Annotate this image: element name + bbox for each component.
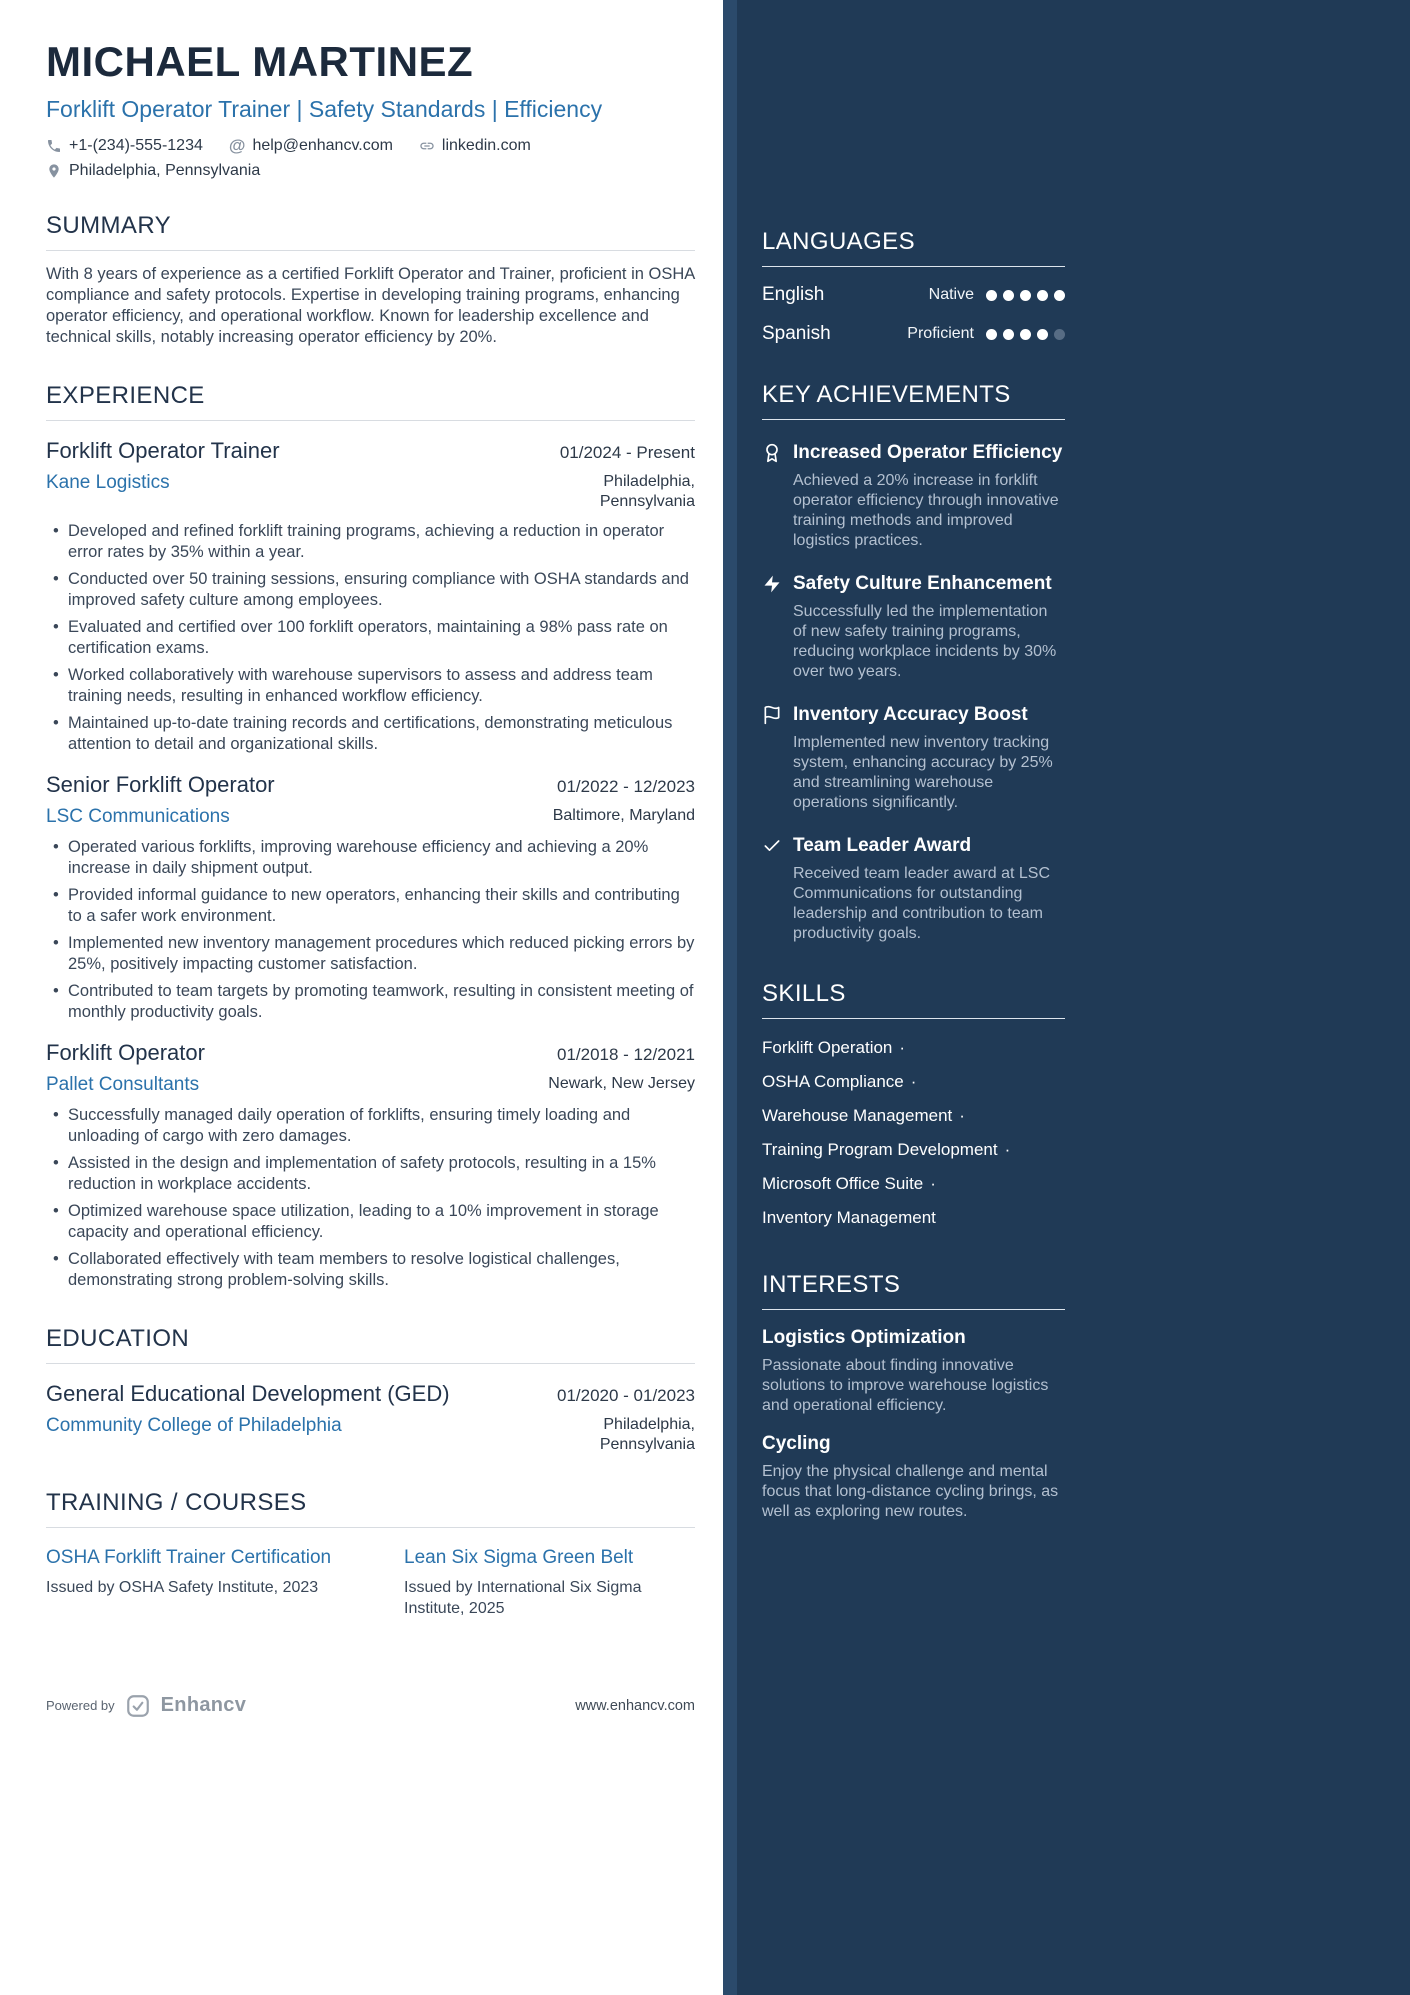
sidebar: [723, 0, 1410, 1995]
bullet-item: • Collaborated effectively with team members to resolve logistical challenges, demonstrating strong problem-solving skills.: [46, 1249, 695, 1291]
training-grid: [46, 1546, 695, 1619]
achievement-item: [762, 572, 1065, 682]
achievement-text: Implemented new inventory tracking system, enhancing accuracy by 25% and streamlining warehouse operations significantly.: [793, 734, 1053, 811]
education-location: Philadelphia, Pennsylvania: [599, 1415, 695, 1453]
interest-item: [762, 1327, 1065, 1416]
job-location: Philadelphia, Pennsylvania: [599, 472, 695, 510]
company-name: Pallet Consultants: [46, 1073, 200, 1095]
skill-item: OSHA Compliance ·: [762, 1072, 917, 1091]
interest-title: Logistics Optimization: [762, 1327, 966, 1348]
job-title: Forklift Operator: [46, 1039, 205, 1065]
achievement-title: Team Leader Award: [793, 835, 972, 856]
languages-heading: LANGUAGES: [762, 228, 1065, 267]
contact-row-2: [46, 162, 695, 180]
skill-item: Inventory Management: [762, 1208, 936, 1227]
bullet-item: • Worked collaboratively with warehouse supervisors to assess and address team training needs, resulting in enhanced workflow efficiency.: [46, 665, 695, 707]
education-dates: 01/2020 - 01/2023: [556, 1385, 695, 1405]
bullet-item: • Optimized warehouse space utilization, leading to a 10% improvement in storage capacity and operational efficiency.: [46, 1201, 695, 1243]
language-level-label: Proficient: [907, 325, 974, 342]
job-title: Forklift Operator Trainer: [46, 437, 280, 463]
company-name: LSC Communications: [46, 805, 230, 827]
location-text: Philadelphia, Pennsylvania: [69, 161, 261, 179]
job-entry: [46, 1040, 695, 1291]
interests-section: [762, 1271, 1065, 1522]
job-bullets: [46, 521, 695, 755]
bullet-item: • Provided informal guidance to new operators, enhancing their skills and contributing to a safer work environment.: [46, 885, 695, 927]
course-title: OSHA Forklift Trainer Certification: [46, 1546, 332, 1568]
achievement-item: [762, 441, 1065, 551]
job-subhead: [46, 472, 695, 512]
job-location: Newark, New Jersey: [548, 1074, 695, 1092]
company-name: Kane Logistics: [46, 471, 170, 493]
language-level-dots: [986, 290, 1065, 301]
languages-section: [762, 228, 1065, 345]
flag-icon: [762, 705, 782, 725]
skill-item: Forklift Operation ·: [762, 1038, 906, 1057]
interest-text: Enjoy the physical challenge and mental focus that long-distance cycling brings, as well as exploring new routes.: [762, 1463, 1059, 1520]
bullet-item: • Maintained up-to-date training records and certifications, demonstrating meticulous attention to detail and organizational skills.: [46, 713, 695, 755]
check-icon: [762, 836, 782, 856]
job-subhead: [46, 1074, 695, 1096]
achievement-text: Successfully led the implementation of new safety training programs, reducing workplace incidents by 30% over two years.: [793, 603, 1057, 680]
enhancv-brand-text[interactable]: Enhancv: [160, 1694, 247, 1717]
achievement-title: Increased Operator Efficiency: [793, 442, 1063, 463]
location-pin-icon: [46, 163, 62, 179]
job-dates: 01/2018 - 12/2021: [556, 1044, 695, 1064]
candidate-title: Forklift Operator Trainer | Safety Standards | Efficiency: [46, 96, 603, 122]
job-entry: [46, 772, 695, 1023]
achievement-item: [762, 703, 1065, 813]
language-level-dots: [986, 329, 1065, 340]
bullet-item: • Implemented new inventory management procedures which reduced picking errors by 25%, positively impacting customer satisfaction.: [46, 933, 695, 975]
summary-text: With 8 years of experience as a certified Forklift Operator and Trainer, proficient in OSHA compliance and safety protocols. Expertise in developing training programs, enhancing operator efficiency, and operational workflow. Known for leadership excellence and technical skills, notably increasing operator efficiency by 20%.: [46, 264, 695, 346]
summary-section: [46, 180, 695, 348]
job-dates: 01/2024 - Present: [559, 442, 695, 462]
footer: [46, 1693, 695, 1719]
email-contact[interactable]: [229, 137, 393, 155]
education-section: [46, 1291, 695, 1455]
email-text: help@enhancv.com: [252, 136, 393, 154]
skills-list: [762, 1031, 1065, 1235]
contact-row-1: [46, 137, 695, 155]
phone-icon: [46, 138, 62, 154]
interest-title: Cycling: [762, 1433, 831, 1454]
training-heading: TRAINING / COURSES: [46, 1489, 695, 1528]
award-icon: [762, 443, 782, 463]
phone-contact[interactable]: [46, 137, 203, 155]
course-title: Lean Six Sigma Green Belt: [404, 1546, 634, 1568]
course-issuer: Issued by OSHA Safety Institute, 2023: [46, 1578, 319, 1596]
linkedin-text: linkedin.com: [441, 136, 531, 154]
sidebar-content: [762, 0, 1065, 1995]
job-location: Baltimore, Maryland: [552, 806, 695, 824]
training-section: [46, 1455, 695, 1619]
sidebar-edge-strip: [723, 0, 737, 1995]
job-head: [46, 1040, 695, 1066]
at-icon: @: [228, 135, 246, 155]
job-head: [46, 772, 695, 798]
candidate-name: MICHAEL MARTINEZ: [46, 38, 474, 85]
language-name: English: [762, 284, 825, 305]
summary-heading: SUMMARY: [46, 212, 695, 251]
powered-by: [46, 1693, 246, 1719]
bolt-icon: [762, 574, 782, 594]
bullet-item: • Successfully managed daily operation of forklifts, ensuring timely loading and unloading of cargo with zero damages.: [46, 1105, 695, 1147]
education-heading: EDUCATION: [46, 1325, 695, 1364]
job-head: [46, 438, 695, 464]
language-row: [762, 284, 1065, 306]
achievement-text: Received team leader award at LSC Communications for outstanding leadership and contribution to team productivity goals.: [793, 865, 1051, 942]
course-issuer: Issued by International Six Sigma Institute, 2025: [404, 1578, 642, 1617]
language-row: [762, 323, 1065, 345]
bullet-item: • Assisted in the design and implementation of safety protocols, resulting in a 15% reduction in workplace accidents.: [46, 1153, 695, 1195]
achievement-title: Inventory Accuracy Boost: [793, 704, 1028, 725]
phone-text: +1-(234)-555-1234: [69, 136, 203, 154]
course-entry: [46, 1546, 376, 1619]
language-level-label: Native: [928, 286, 974, 303]
skills-heading: SKILLS: [762, 980, 1065, 1019]
achievement-title: Safety Culture Enhancement: [793, 573, 1052, 594]
degree-title: General Educational Development (GED): [46, 1380, 450, 1406]
job-bullets: [46, 1105, 695, 1291]
website-link[interactable]: www.enhancv.com: [575, 1697, 695, 1714]
education-head: [46, 1381, 695, 1407]
enhancv-logo-icon[interactable]: [125, 1693, 151, 1719]
skill-item: Warehouse Management ·: [762, 1106, 965, 1125]
job-title: Senior Forklift Operator: [46, 771, 275, 797]
job-bullets: [46, 837, 695, 1023]
skill-item: Microsoft Office Suite ·: [762, 1174, 936, 1193]
bullet-item: • Evaluated and certified over 100 forklift operators, maintaining a 98% pass rate on certification exams.: [46, 617, 695, 659]
skill-item: Training Program Development ·: [762, 1140, 1011, 1159]
achievement-item: [762, 834, 1065, 944]
skills-section: [762, 980, 1065, 1235]
bullet-item: • Operated various forklifts, improving warehouse efficiency and achieving a 20% increase in daily shipment output.: [46, 837, 695, 879]
linkedin-contact[interactable]: [419, 137, 531, 155]
location-contact: [46, 162, 260, 180]
achievements-section: [762, 381, 1065, 944]
powered-by-label: Powered by: [46, 1698, 115, 1714]
bullet-item: • Developed and refined forklift training programs, achieving a reduction in operator error rates by 35% within a year.: [46, 521, 695, 563]
experience-heading: EXPERIENCE: [46, 382, 695, 421]
job-dates: 01/2022 - 12/2023: [556, 776, 695, 796]
education-subhead: [46, 1415, 695, 1455]
language-name: Spanish: [762, 323, 831, 344]
achievement-text: Achieved a 20% increase in forklift operator efficiency through innovative training methods and improved logistics practices.: [793, 472, 1059, 549]
experience-section: [46, 348, 695, 1291]
interest-text: Passionate about finding innovative solutions to improve warehouse logistics and operational efficiency.: [762, 1357, 1049, 1414]
course-entry: [404, 1546, 695, 1619]
job-entry: [46, 438, 695, 755]
bullet-item: • Contributed to team targets by promoting teamwork, resulting in consistent meeting of monthly productivity goals.: [46, 981, 695, 1023]
interest-item: [762, 1433, 1065, 1522]
interests-heading: INTERESTS: [762, 1271, 1065, 1310]
education-entry: [46, 1381, 695, 1455]
bullet-item: • Conducted over 50 training sessions, ensuring compliance with OSHA standards and improved safety culture among employees.: [46, 569, 695, 611]
header: [46, 38, 695, 180]
school-name: Community College of Philadelphia: [46, 1414, 342, 1436]
job-subhead: [46, 806, 695, 828]
link-icon: [419, 138, 435, 154]
achievements-heading: KEY ACHIEVEMENTS: [762, 381, 1065, 420]
